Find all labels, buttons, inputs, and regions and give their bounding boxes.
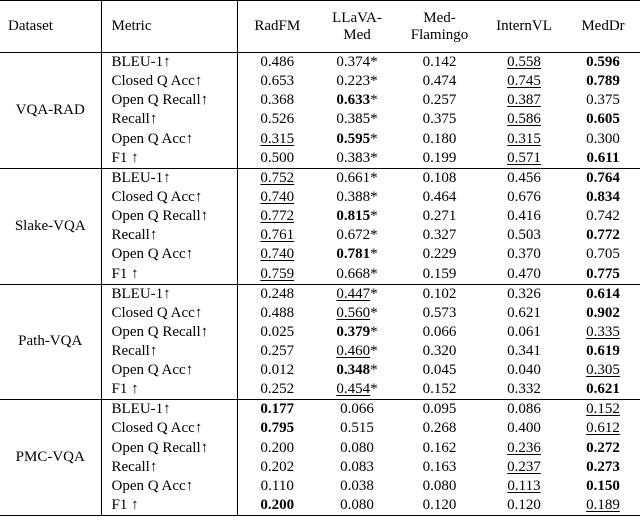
score-cell — [566, 419, 640, 438]
score-cell — [397, 72, 482, 91]
score-value: 0.605 — [586, 111, 620, 128]
score-value: 0.676 — [507, 188, 541, 205]
score-value: 0.040 — [507, 362, 541, 379]
score-value: 0.252 — [260, 381, 295, 398]
score-value: 0.789 — [586, 73, 620, 90]
score-cell — [482, 149, 566, 169]
score-cell — [237, 168, 317, 188]
dataset-name: VQA-RAD — [0, 53, 101, 169]
score-cell — [482, 438, 566, 457]
score-cell — [237, 53, 317, 73]
score-cell — [317, 477, 397, 496]
score-value: 0.327 — [422, 227, 457, 244]
score-value: 0.025 — [260, 323, 295, 340]
score-cell — [482, 53, 566, 73]
score-cell — [237, 438, 317, 457]
significance-marker: * — [370, 130, 378, 147]
score-value: 0.326 — [507, 285, 541, 302]
score-value: 0.066 — [422, 323, 457, 340]
metric-name: BLEU-1↑ — [101, 284, 237, 304]
score-cell — [566, 130, 640, 149]
score-cell — [237, 284, 317, 304]
score-value: 0.315 — [507, 130, 541, 147]
score-cell — [317, 458, 397, 477]
score-value: 0.332 — [507, 381, 541, 398]
score-value: 0.177 — [260, 401, 295, 418]
score-cell — [482, 496, 566, 516]
score-cell — [566, 496, 640, 516]
metric-name: Recall↑ — [101, 458, 237, 477]
score-cell — [397, 458, 482, 477]
score-value: 0.273 — [586, 458, 620, 475]
header-model-label: InternVL — [496, 18, 552, 34]
score-cell — [397, 284, 482, 304]
dataset-name: Slake-VQA — [0, 168, 101, 284]
significance-marker: * — [370, 208, 378, 225]
score-value: 0.375 — [586, 92, 620, 109]
metric-name: F1 ↑ — [101, 496, 237, 516]
score-value: 0.189 — [586, 497, 620, 513]
score-cell — [566, 207, 640, 226]
score-value: 0.305 — [586, 362, 620, 379]
score-cell — [237, 380, 317, 400]
score-value: 0.237 — [507, 458, 541, 475]
score-cell — [397, 130, 482, 149]
dataset-name: Path-VQA — [0, 284, 101, 400]
score-cell — [482, 284, 566, 304]
score-value: 0.086 — [507, 401, 541, 418]
significance-marker: * — [370, 381, 378, 398]
metric-name: BLEU-1↑ — [101, 53, 237, 73]
score-cell — [566, 380, 640, 400]
header-model-radfm — [237, 1, 317, 53]
score-cell — [566, 400, 640, 420]
score-cell — [482, 323, 566, 342]
score-value: 0.095 — [422, 401, 457, 418]
score-cell — [397, 380, 482, 400]
score-value: 0.571 — [507, 149, 541, 166]
score-cell — [566, 226, 640, 245]
score-value: 0.486 — [260, 54, 295, 70]
score-value: 0.080 — [340, 439, 374, 456]
score-value: 0.383* — [336, 149, 378, 166]
score-cell — [237, 265, 317, 285]
score-value: 0.759 — [260, 265, 295, 282]
significance-marker: * — [370, 285, 378, 302]
header-model-label: LLaVA- Med — [332, 9, 382, 43]
score-value: 0.163 — [422, 458, 457, 475]
score-value: 0.416 — [507, 208, 541, 225]
score-cell — [237, 91, 317, 110]
score-cell — [482, 342, 566, 361]
score-value: 0.621 — [507, 304, 541, 321]
metric-name: Recall↑ — [101, 226, 237, 245]
score-cell — [566, 342, 640, 361]
header-model-med-flamingo — [397, 1, 482, 53]
score-cell — [237, 110, 317, 129]
score-value: 0.080 — [422, 477, 457, 494]
score-value: 0.661* — [336, 169, 378, 186]
score-cell — [566, 477, 640, 496]
score-cell — [317, 496, 397, 516]
header-dataset: Dataset — [0, 1, 101, 53]
score-value: 0.596 — [586, 54, 620, 70]
score-cell — [317, 53, 397, 73]
score-value: 0.595 — [336, 130, 371, 147]
score-cell — [482, 419, 566, 438]
score-value: 0.341 — [507, 342, 541, 359]
score-value: 0.474 — [422, 73, 457, 90]
score-value: 0.400 — [507, 420, 541, 437]
dataset-name: PMC-VQA — [0, 400, 101, 516]
score-cell — [482, 380, 566, 400]
score-cell — [237, 496, 317, 516]
score-cell — [482, 361, 566, 380]
metric-name: Open Q Recall↑ — [101, 91, 237, 110]
score-cell — [397, 245, 482, 264]
score-value: 0.470 — [507, 265, 541, 282]
significance-marker: * — [370, 304, 378, 321]
score-value: 0.257 — [422, 92, 457, 109]
score-value: 0.348 — [336, 362, 371, 379]
score-value: 0.271 — [422, 208, 457, 225]
score-value: 0.456 — [507, 169, 541, 186]
score-cell — [317, 91, 397, 110]
score-cell — [317, 361, 397, 380]
score-value: 0.740 — [260, 246, 295, 263]
score-value: 0.066 — [340, 401, 374, 418]
score-cell — [397, 342, 482, 361]
score-cell — [397, 91, 482, 110]
metric-name: F1 ↑ — [101, 265, 237, 285]
score-cell — [397, 438, 482, 457]
score-cell — [237, 323, 317, 342]
score-value: 0.447 — [336, 285, 371, 302]
metric-name: Open Q Recall↑ — [101, 438, 237, 457]
metric-name: BLEU-1↑ — [101, 168, 237, 188]
score-value: 0.752 — [260, 169, 295, 186]
score-value: 0.388* — [336, 188, 378, 205]
metric-name: BLEU-1↑ — [101, 400, 237, 420]
score-value: 0.672* — [336, 227, 378, 244]
score-value: 0.102 — [422, 285, 457, 302]
score-value: 0.368 — [260, 92, 295, 109]
score-value: 0.180 — [422, 130, 457, 147]
score-cell — [397, 207, 482, 226]
score-cell — [397, 53, 482, 73]
score-value: 0.061 — [507, 323, 541, 340]
score-value: 0.120 — [422, 497, 457, 513]
header-model-meddr — [566, 1, 640, 53]
score-cell — [317, 110, 397, 129]
score-cell — [482, 91, 566, 110]
score-cell — [237, 188, 317, 207]
table-row — [0, 284, 640, 304]
metric-name: Closed Q Acc↑ — [101, 419, 237, 438]
score-value: 0.612 — [586, 420, 620, 437]
score-value: 0.740 — [260, 188, 295, 205]
score-value: 0.795 — [260, 420, 295, 437]
score-value: 0.558 — [507, 54, 541, 70]
score-cell — [317, 400, 397, 420]
score-cell — [482, 304, 566, 323]
score-value: 0.199 — [422, 149, 457, 166]
score-cell — [397, 110, 482, 129]
metric-name: Open Q Acc↑ — [101, 245, 237, 264]
score-cell — [317, 323, 397, 342]
score-cell — [317, 342, 397, 361]
score-cell — [237, 149, 317, 169]
score-value: 0.745 — [507, 73, 541, 90]
score-cell — [317, 168, 397, 188]
score-cell — [237, 361, 317, 380]
score-value: 0.229 — [422, 246, 457, 263]
score-cell — [237, 245, 317, 264]
score-value: 0.775 — [586, 265, 620, 282]
score-value: 0.560 — [336, 304, 371, 321]
score-cell — [317, 284, 397, 304]
score-value: 0.202 — [260, 458, 295, 475]
score-cell — [566, 304, 640, 323]
score-value: 0.159 — [422, 265, 457, 282]
score-cell — [397, 226, 482, 245]
table-row — [0, 168, 640, 188]
metric-name: Open Q Recall↑ — [101, 207, 237, 226]
score-cell — [317, 419, 397, 438]
score-value: 0.268 — [422, 420, 457, 437]
score-cell — [317, 265, 397, 285]
score-value: 0.200 — [260, 439, 295, 456]
score-cell — [397, 323, 482, 342]
score-cell — [317, 188, 397, 207]
metric-name: F1 ↑ — [101, 149, 237, 169]
score-value: 0.375 — [422, 111, 457, 128]
score-cell — [566, 361, 640, 380]
score-value: 0.012 — [260, 362, 295, 379]
significance-marker: * — [370, 323, 378, 340]
score-value: 0.573 — [422, 304, 457, 321]
score-value: 0.772 — [586, 227, 620, 244]
header-model-label: MedDr — [581, 18, 625, 34]
score-cell — [397, 149, 482, 169]
score-value: 0.621 — [586, 381, 620, 398]
score-value: 0.152 — [422, 381, 457, 398]
score-value: 0.108 — [422, 169, 457, 186]
score-value: 0.387 — [507, 92, 541, 109]
metric-name: Closed Q Acc↑ — [101, 188, 237, 207]
score-value: 0.045 — [422, 362, 457, 379]
score-cell — [482, 400, 566, 420]
header-row — [0, 1, 640, 53]
score-cell — [237, 419, 317, 438]
score-value: 0.488 — [260, 304, 295, 321]
score-cell — [237, 72, 317, 91]
score-cell — [397, 304, 482, 323]
score-value: 0.503 — [507, 227, 541, 244]
metric-name: Recall↑ — [101, 342, 237, 361]
metric-name: Open Q Acc↑ — [101, 477, 237, 496]
score-cell — [237, 304, 317, 323]
score-cell — [482, 477, 566, 496]
score-cell — [566, 438, 640, 457]
score-value: 0.300 — [586, 130, 620, 147]
score-value: 0.781 — [336, 246, 371, 263]
score-cell — [317, 226, 397, 245]
score-cell — [317, 207, 397, 226]
score-value: 0.083 — [340, 458, 374, 475]
score-value: 0.110 — [260, 477, 294, 494]
metric-name: Open Q Acc↑ — [101, 130, 237, 149]
score-cell — [397, 168, 482, 188]
score-cell — [566, 53, 640, 73]
score-cell — [482, 130, 566, 149]
score-value: 0.764 — [586, 169, 620, 186]
score-cell — [237, 226, 317, 245]
score-cell — [482, 458, 566, 477]
score-cell — [237, 477, 317, 496]
score-value: 0.152 — [586, 401, 620, 418]
score-value: 0.248 — [260, 285, 295, 302]
score-cell — [237, 130, 317, 149]
score-value: 0.236 — [507, 439, 541, 456]
score-cell — [397, 400, 482, 420]
score-value: 0.586 — [507, 111, 541, 128]
significance-marker: * — [370, 92, 378, 109]
score-cell — [237, 207, 317, 226]
significance-marker: * — [370, 362, 378, 379]
score-value: 0.653 — [260, 73, 295, 90]
score-cell — [482, 226, 566, 245]
score-cell — [317, 380, 397, 400]
score-value: 0.633 — [336, 92, 371, 109]
score-value: 0.902 — [586, 304, 620, 321]
score-value: 0.335 — [586, 323, 620, 340]
score-value: 0.460 — [336, 342, 371, 359]
header-model-llava-med — [317, 1, 397, 53]
score-value: 0.272 — [586, 439, 620, 456]
significance-marker: * — [370, 342, 378, 359]
score-value: 0.619 — [586, 342, 620, 359]
score-cell — [482, 265, 566, 285]
metric-name: Open Q Acc↑ — [101, 361, 237, 380]
score-cell — [482, 245, 566, 264]
score-value: 0.374* — [336, 54, 378, 70]
score-cell — [397, 188, 482, 207]
score-cell — [482, 168, 566, 188]
score-cell — [237, 458, 317, 477]
metric-name: Open Q Recall↑ — [101, 323, 237, 342]
score-cell — [317, 149, 397, 169]
score-value: 0.454 — [336, 381, 371, 398]
table-body — [0, 53, 640, 516]
score-value: 0.742 — [586, 208, 620, 225]
score-cell — [566, 284, 640, 304]
table-row — [0, 53, 640, 73]
score-cell — [317, 130, 397, 149]
score-cell — [566, 188, 640, 207]
score-value: 0.113 — [507, 477, 541, 494]
score-cell — [482, 110, 566, 129]
score-value: 0.834 — [586, 188, 620, 205]
score-value: 0.705 — [586, 246, 620, 263]
header-model-label: Med- Flamingo — [410, 9, 469, 43]
score-value: 0.223* — [336, 73, 378, 90]
score-value: 0.150 — [586, 477, 620, 494]
table-row — [0, 400, 640, 420]
score-cell — [566, 149, 640, 169]
score-value: 0.385* — [336, 111, 378, 128]
score-value: 0.142 — [422, 54, 457, 70]
header-metric: Metric — [101, 1, 237, 53]
score-value: 0.464 — [422, 188, 457, 205]
score-cell — [566, 72, 640, 91]
score-cell — [566, 458, 640, 477]
header-model-internvl — [482, 1, 566, 53]
score-value: 0.370 — [507, 246, 541, 263]
score-value: 0.611 — [586, 149, 620, 166]
score-value: 0.120 — [507, 497, 541, 513]
score-value: 0.526 — [260, 111, 295, 128]
score-value: 0.257 — [260, 342, 295, 359]
score-value: 0.500 — [260, 149, 295, 166]
metric-name: Closed Q Acc↑ — [101, 304, 237, 323]
score-value: 0.200 — [260, 497, 295, 513]
score-cell — [566, 168, 640, 188]
score-cell — [482, 188, 566, 207]
score-cell — [237, 342, 317, 361]
score-value: 0.320 — [422, 342, 457, 359]
score-value: 0.379 — [336, 323, 371, 340]
score-value: 0.772 — [260, 208, 295, 225]
score-value: 0.668* — [336, 265, 378, 282]
header-model-label: RadFM — [254, 18, 301, 34]
score-cell — [397, 496, 482, 516]
score-value: 0.761 — [260, 227, 295, 244]
score-value: 0.515 — [340, 420, 374, 437]
score-cell — [397, 477, 482, 496]
score-cell — [482, 207, 566, 226]
score-cell — [317, 245, 397, 264]
score-cell — [397, 265, 482, 285]
score-value: 0.162 — [422, 439, 457, 456]
score-cell — [317, 438, 397, 457]
metric-name: Recall↑ — [101, 110, 237, 129]
score-value: 0.815 — [336, 208, 371, 225]
metric-name: F1 ↑ — [101, 380, 237, 400]
score-cell — [566, 91, 640, 110]
score-cell — [317, 72, 397, 91]
score-cell — [566, 323, 640, 342]
score-cell — [317, 304, 397, 323]
score-cell — [566, 110, 640, 129]
score-cell — [397, 361, 482, 380]
metric-name: Closed Q Acc↑ — [101, 72, 237, 91]
score-cell — [566, 265, 640, 285]
score-cell — [237, 400, 317, 420]
score-value: 0.038 — [340, 477, 374, 494]
score-value: 0.315 — [260, 130, 295, 147]
score-cell — [566, 245, 640, 264]
score-cell — [397, 419, 482, 438]
significance-marker: * — [370, 246, 378, 263]
score-value: 0.080 — [340, 497, 374, 513]
score-cell — [482, 72, 566, 91]
score-value: 0.614 — [586, 285, 620, 302]
